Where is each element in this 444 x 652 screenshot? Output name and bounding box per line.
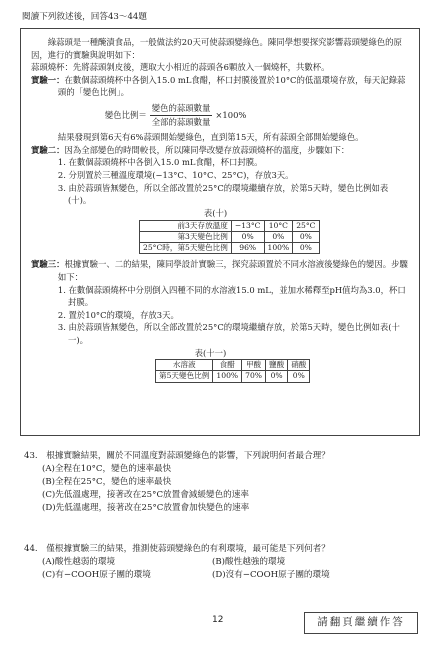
table-row	[156, 371, 310, 382]
experiment-2-label: 實驗二：	[31, 144, 65, 155]
experiment-2-step: 1. 在數個蒜頭燒杯中各倒入15.0 mL食醋，杯口封膜。	[57, 157, 263, 168]
table-cell: 25°C時，第5天變色比例	[140, 243, 232, 254]
table-10	[139, 220, 320, 255]
table-cell: 0%	[293, 243, 319, 254]
question-44	[24, 543, 382, 582]
passage-box	[20, 28, 420, 436]
table-row	[140, 231, 320, 242]
formula-rhs: ×100%	[215, 109, 247, 120]
question-44-options	[24, 556, 382, 582]
table-row	[140, 243, 320, 254]
experiment-3-step: 2. 置於10°C的環境，存放3天。	[57, 309, 179, 320]
question-43-option-a[interactable]: (A)全程在10°C，變色的速率最快	[42, 463, 172, 474]
experiment-3-step: 3. 由於蒜頭皆無變色，所以全部改置於25°C的環境繼續存放，於第5天時，變色比例如表(十一)。	[57, 322, 400, 345]
formula-lhs: 變色比例＝	[104, 109, 147, 120]
table-cell: 10°C	[264, 220, 293, 231]
table-cell: 0%	[231, 231, 264, 242]
table-11	[155, 359, 310, 383]
table-cell: 第5天變色比例	[156, 371, 213, 382]
table-11-caption: 表(十一)	[194, 347, 227, 358]
passage-paragraph-1: 綠蒜頭是一種醃漬食品，一般做法約20天可使蒜頭變綠色。陳同學想要探究影響蒜頭變綠色的原因，進行的實驗與說明如下：	[31, 37, 402, 60]
table-cell: 第3天變色比例	[140, 231, 232, 242]
experiment-2-text: 因為全部變色的時間較長，所以陳同學改變存放蒜頭燒杯的溫度，步驟如下：	[64, 144, 350, 155]
experiment-2-step: 2. 分別置於三種溫度環境(−13°C、10°C、25°C)，存放3天。	[57, 170, 294, 181]
color-ratio-formula	[105, 102, 410, 128]
question-43-option-b[interactable]: (B)全程在25°C，變色的速率最快	[42, 476, 172, 487]
table-cell: 25°C	[293, 220, 319, 231]
experiment-2	[31, 144, 410, 157]
table-cell: 100%	[264, 243, 293, 254]
turn-page-box: 請翻頁繼續作答	[304, 612, 418, 634]
experiment-1-text: 在數個蒜頭燒杯中各倒入15.0 mL食醋，杯口封膜後置於10°C的低溫環境存放，每天記錄蒜頭的「變色比例」。	[57, 74, 406, 98]
table-cell: 96%	[231, 243, 264, 254]
table-cell: 0%	[264, 231, 293, 242]
experiment-1-result: 結果發現到第6天有6%蒜頭開始變綠色，直到第15天，所有蒜頭全部開始變綠色。	[57, 132, 364, 143]
experiment-3	[31, 258, 410, 283]
table-cell: 甲酸	[242, 360, 266, 371]
experiment-2-step: 3. 由於蒜頭皆無變色，所以全部改置於25°C的環境繼續存放，於第5天時，變色比例如表(十)。	[57, 182, 389, 206]
table-cell: 0%	[293, 231, 319, 242]
reading-instruction: 閱讀下列敘述後，回答43～44題	[22, 12, 147, 22]
experiment-3-step: 1. 在數個蒜頭燒杯中分別倒入四種不同的水溶液15.0 mL，並加水稀釋至pH值均為3.0，杯口封膜。	[57, 284, 406, 308]
table-cell: 水溶液	[156, 360, 213, 371]
table-cell: 前3天存放溫度	[140, 220, 232, 231]
passage-paragraph-2: 蒜頭燒杯：先將蒜頭剝皮後，選取大小相近的蒜頭各6顆放入一個燒杯，共數杯。	[31, 62, 330, 73]
experiment-1	[31, 74, 410, 99]
table-cell: 0%	[266, 371, 288, 382]
question-43-option-c[interactable]: (C)先低溫處理，接著改在25°C放置會減緩變色的速率	[42, 489, 249, 500]
question-44-stem: 44. 僅根據實驗三的結果，推測使蒜頭變綠色的有利環境，最可能是下列何者？	[24, 544, 330, 554]
table-10-caption: 表(十)	[203, 207, 228, 218]
table-cell: 70%	[242, 371, 266, 382]
formula-fraction	[150, 102, 213, 128]
question-43	[24, 450, 330, 514]
table-cell: 0%	[288, 371, 310, 382]
question-44-option-d[interactable]: (D)沒有−COOH原子團的環境	[212, 569, 330, 580]
question-44-option-c[interactable]: (C)有−COOH原子團的環境	[42, 569, 151, 580]
question-44-option-b[interactable]: (B)酸性越強的環境	[212, 556, 286, 567]
formula-denominator: 全部的蒜頭數量	[151, 116, 211, 127]
table-row	[156, 360, 310, 371]
page-number: 12	[212, 615, 224, 625]
table-row	[140, 220, 320, 231]
formula-numerator: 變色的蒜頭數量	[150, 102, 213, 116]
table-cell: 鹽酸	[266, 360, 288, 371]
question-44-option-a[interactable]: (A)酸性越弱的環境	[42, 556, 116, 567]
table-cell: −13°C	[231, 220, 264, 231]
question-43-stem: 43. 根據實驗結果，關於不同溫度對蒜頭變綠色的影響，下列說明何者最合理？	[24, 451, 330, 461]
table-cell: 硝酸	[288, 360, 310, 371]
table-cell: 食醋	[213, 360, 242, 371]
table-cell: 100%	[213, 371, 242, 382]
experiment-3-text: 根據實驗一、二的結果，陳同學設計實驗三，探究蒜頭置於不同水溶液後變綠色的變因。步驟如下：	[57, 259, 408, 282]
question-43-option-d[interactable]: (D)先低溫處理，接著改在25°C放置會加快變色的速率	[42, 502, 250, 513]
experiment-1-label: 實驗一：	[31, 74, 65, 85]
experiment-3-label: 實驗三：	[31, 259, 65, 270]
